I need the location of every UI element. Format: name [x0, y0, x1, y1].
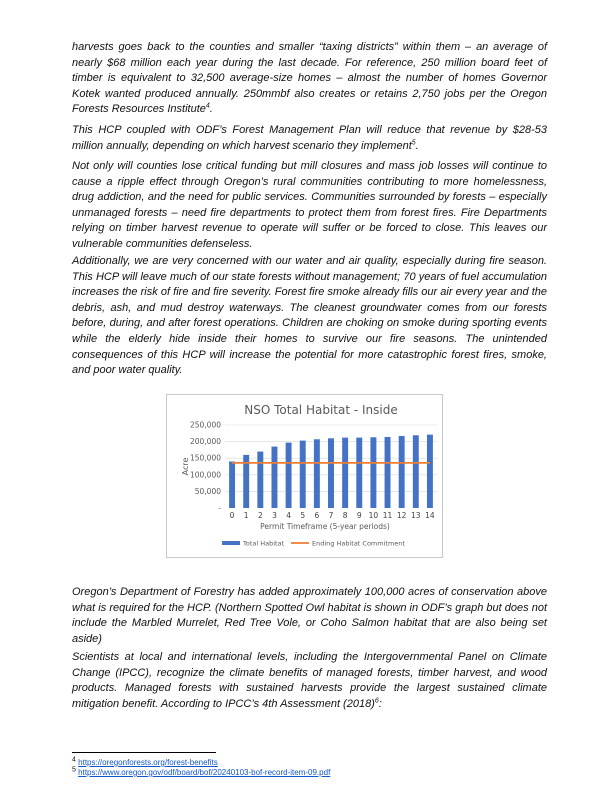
x-tick-label: 8: [342, 511, 348, 520]
legend-label-commitment: Ending Habitat Commitment: [312, 539, 405, 548]
bar: [314, 439, 320, 508]
x-tick-label: 4: [286, 511, 291, 520]
footnote-4-link[interactable]: https://oregonforests.org/forest-benefits: [78, 758, 218, 767]
paragraph-revenue-history: harvests goes back to the counties and smaller “taxing districts” within them – an average of nearly $68 million each year during the last decade. For reference, 250 million board feet of timber is equivalent to 32,500 average-size homes – almost the number of homes Governor Kotek wanted produced annually. 250mmbf also creates or retains 2,750 jobs per the Oregon Forests Resources Institute$^4$.: [72, 41, 547, 116]
footnote-divider: [72, 752, 216, 753]
paragraph-water-air-quality: Additionally, we are very concerned with our water and air quality, especially during fire season. This HCP will leave much of our state forests without management; 70 years of fuel accumulation increases the risk of fire and fire severity. Forest fire smoke already fills our air every year and the debris, ash, and mud destroy waterways. The cleanest groundwater comes from our forests before, during, and after forest operations. Children are choking on smoke during sporting events while the elderly hide inside their homes to survive our fire seasons. The unintended consequences of this HCP will increase the potential for more catastrophic forest fires, smoke, and poor water quality.: [72, 255, 547, 377]
x-tick-label: 9: [356, 511, 362, 520]
footnote-4: $^4$ https://oregonforests.org/forest-benefits: [72, 756, 218, 767]
paragraph-conservation: Oregon’s Department of Forestry has added approximately 100,000 acres of conservation above what is required for the HCP. (Northern Spotted Owl habitat is shown in ODF’s graph but does not include the Marbled Murrelet, Red Tree Vole, or Coho Salmon habitat that are also being set aside): [72, 586, 547, 645]
bar: [399, 436, 405, 508]
bar: [427, 435, 433, 508]
x-tick-label: 10: [368, 511, 379, 520]
bar: [385, 437, 391, 508]
bar: [300, 441, 306, 508]
bar: [413, 435, 419, 508]
y-tick-label: -: [218, 503, 221, 513]
x-axis-label: Permit Timeframe (5-year periods): [260, 522, 390, 531]
bar: [370, 437, 376, 508]
footnote-ref-4[interactable]: 4: [205, 102, 210, 110]
chart-title: NSO Total Habitat - Inside: [244, 403, 398, 417]
y-tick-label: 100,000: [189, 470, 221, 480]
bar: [271, 447, 277, 508]
y-tick-label: 200,000: [189, 437, 221, 447]
x-tick-label: 14: [425, 511, 435, 520]
y-tick-label: 150,000: [189, 453, 221, 463]
bar: [356, 438, 362, 508]
bar: [342, 438, 348, 508]
y-tick-label: 50,000: [194, 486, 221, 496]
bar: [229, 462, 235, 508]
paragraph-revenue-reduction: This HCP coupled with ODF’s Forest Management Plan will reduce that revenue by $28-53 million annually, depending on which harvest scenario they implement$^5$.: [72, 124, 547, 152]
nso-habitat-chart: [166, 394, 443, 558]
bar: [257, 452, 263, 508]
y-axis-label: Acre: [181, 457, 190, 476]
x-tick-label: 7: [328, 511, 334, 520]
x-tick-label: 2: [257, 511, 263, 520]
x-tick-label: 6: [314, 511, 320, 520]
footnote-ref-5[interactable]: 5: [411, 138, 416, 146]
paragraph-community-impact: Not only will counties lose critical funding but mill closures and mass job losses will continue to cause a ripple effect through Oregon’s rural communities contributing to more homelessness, drug addiction, and the need for public services. Communities surrounded by forests – especially unmanaged forests – need fire departments to protect them from forest fires. Fire Departments relying on timber harvest revenue to operate will suffer or be forced to close. This leaves our vulnerable communities defenseless.: [72, 160, 547, 250]
bar: [286, 443, 292, 508]
x-tick-label: 1: [243, 511, 249, 520]
legend-swatch-total-habitat: [222, 541, 240, 545]
bar: [328, 438, 334, 508]
paragraph-climate-benefits: Scientists at local and international levels, including the Intergovernmental Panel on Climate Change (IPCC), recognize the climate benefits of managed forests, timber harvest, and wood products. Managed forests with sustained harvests provide the largest sustained climate mitigation benefit. According to IPCC’s 4th Assessment $(2018)^6$:: [72, 651, 547, 710]
x-tick-label: 13: [411, 511, 421, 520]
chart-svg: [167, 395, 442, 557]
x-tick-label: 12: [396, 511, 407, 520]
legend-label-total-habitat: Total Habitat: [243, 539, 285, 548]
x-tick-label: 5: [300, 511, 306, 520]
y-tick-label: 250,000: [189, 420, 221, 430]
footnote-5-link[interactable]: https://www.oregon.gov/odf/board/bof/20240103-bof-record-item-09.pdf: [78, 768, 331, 777]
x-tick-label: 3: [272, 511, 277, 520]
x-tick-label: 11: [382, 511, 393, 520]
footnote-5: $^5$ https://www.oregon.gov/odf/board/bof/20240103-bof-record-item-09.pdf: [72, 766, 331, 777]
footnote-ref-6[interactable]: 6: [374, 697, 379, 705]
x-tick-label: 0: [229, 511, 235, 520]
